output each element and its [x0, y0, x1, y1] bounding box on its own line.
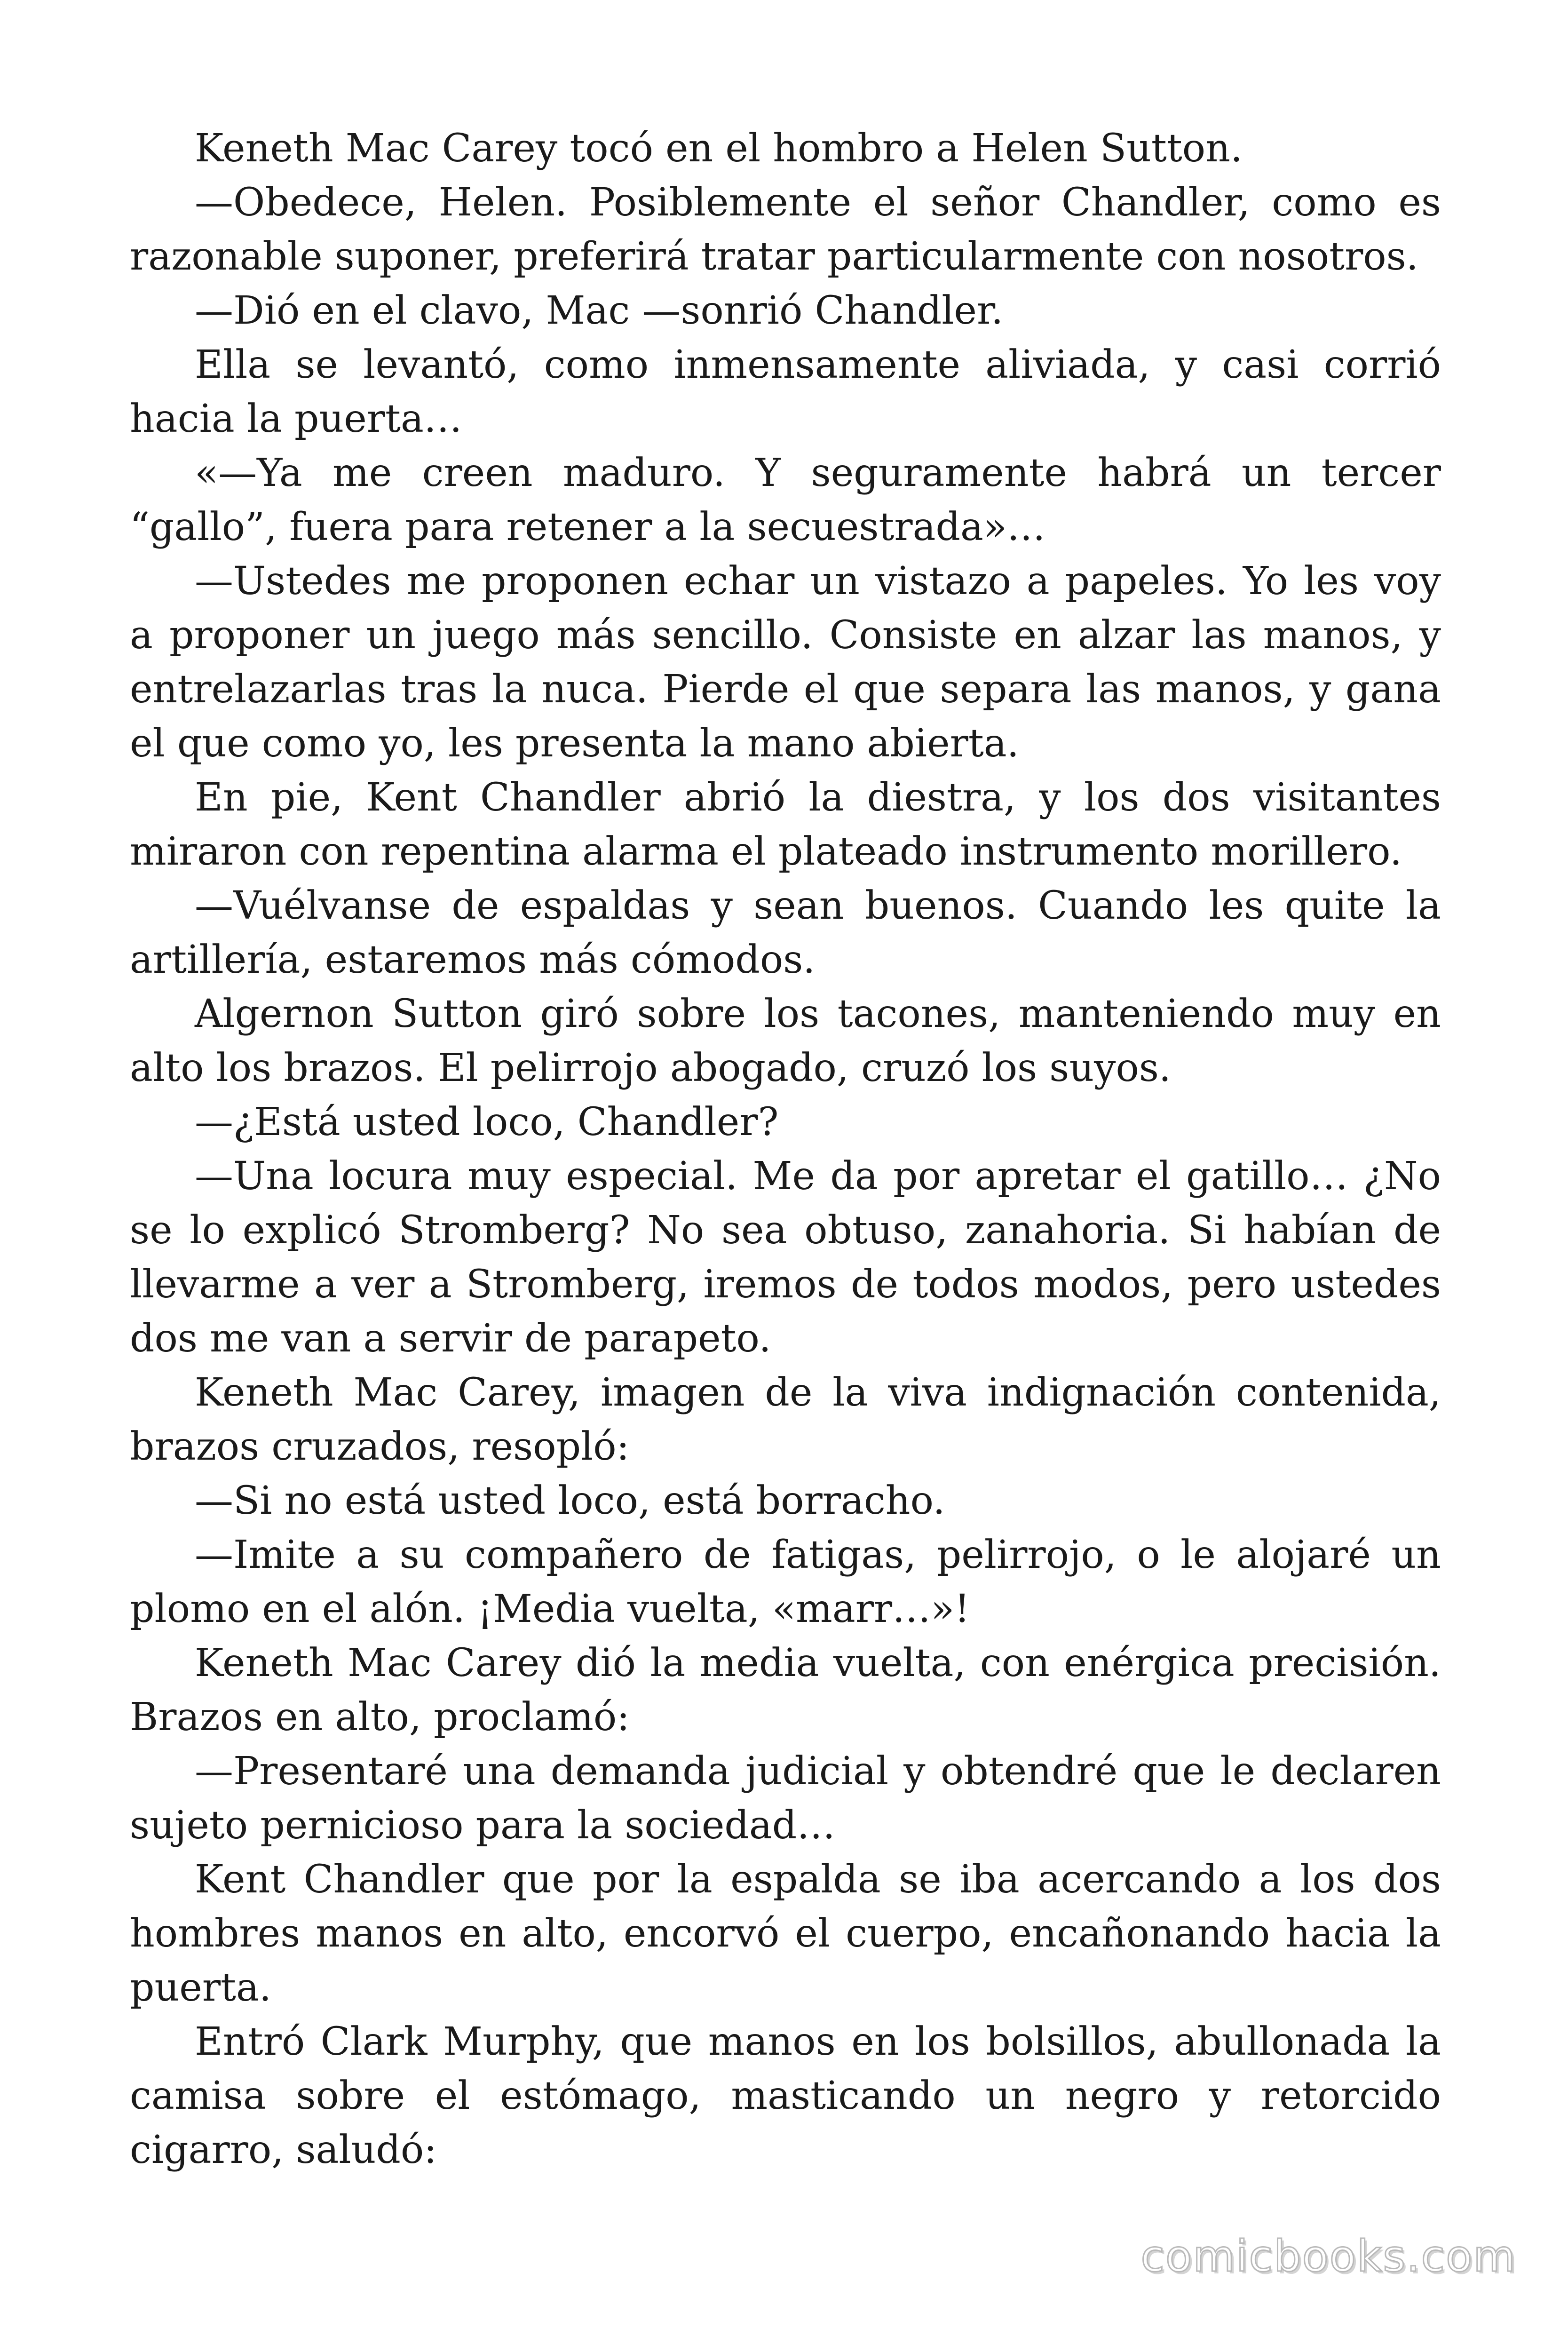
paragraph: Keneth Mac Carey, imagen de la viva indignación contenida, brazos cruzados, resopló: — [130, 1370, 1441, 1469]
paragraph: —Ustedes me proponen echar un vistazo a papeles. Yo les voy a proponer un juego más sencillo. Consiste en alzar las manos, y entrelazarlas tras la nuca. Pierde el que separa las manos, y gana el que como yo, les presenta la mano abierta. — [130, 559, 1441, 766]
page-body-text — [130, 121, 1441, 2177]
paragraph: «—Ya me creen maduro. Y seguramente habrá un tercer “gallo”, fuera para retener a la secuestrada»… — [130, 451, 1441, 549]
watermark: comicbooks.com — [1140, 2231, 1516, 2281]
paragraph: —Vuélvanse de espaldas y sean buenos. Cuando les quite la artillería, estaremos más cómodos. — [130, 883, 1441, 982]
paragraph: —Presentaré una demanda judicial y obtendré que le declaren sujeto pernicioso para la sociedad… — [130, 1749, 1441, 1848]
paragraph: —Dió en el clavo, Mac —sonrió Chandler. — [195, 288, 1004, 333]
paragraph: En pie, Kent Chandler abrió la diestra, y los dos visitantes miraron con repentina alarma el plateado instrumento morillero. — [130, 775, 1441, 874]
paragraph: Keneth Mac Carey tocó en el hombro a Helen Sutton. — [195, 126, 1243, 171]
paragraph: —Obedece, Helen. Posiblemente el señor Chandler, como es razonable suponer, preferirá tratar particularmente con nosotros. — [130, 180, 1441, 279]
paragraph: —Imite a su compañero de fatigas, pelirrojo, o le alojaré un plomo en el alón. ¡Media vuelta, «marr…»! — [130, 1533, 1441, 1631]
paragraph: Algernon Sutton giró sobre los tacones, manteniendo muy en alto los brazos. El pelirrojo abogado, cruzó los suyos. — [130, 992, 1441, 1090]
paragraph: —Si no está usted loco, está borracho. — [195, 1478, 945, 1523]
paragraph: —Una locura muy especial. Me da por apretar el gatillo… ¿No se lo explicó Stromberg? No sea obtuso, zanahoria. Si habían de llevarme a ver a Stromberg, iremos de todos modos, pero ustedes dos me van a servir de parapeto. — [130, 1154, 1441, 1361]
paragraph: Kent Chandler que por la espalda se iba acercando a los dos hombres manos en alto, encorvó el cuerpo, encañonando hacia la puerta. — [130, 1857, 1441, 2010]
paragraph: Keneth Mac Carey dió la media vuelta, con enérgica precisión. Brazos en alto, proclamó: — [130, 1641, 1441, 1740]
paragraph: Entró Clark Murphy, que manos en los bolsillos, abullonada la camisa sobre el estómago, masticando un negro y retorcido cigarro, saludó: — [130, 2019, 1441, 2172]
paragraph: Ella se levantó, como inmensamente aliviada, y casi corrió hacia la puerta… — [130, 342, 1441, 441]
paragraph: —¿Está usted loco, Chandler? — [195, 1100, 779, 1144]
